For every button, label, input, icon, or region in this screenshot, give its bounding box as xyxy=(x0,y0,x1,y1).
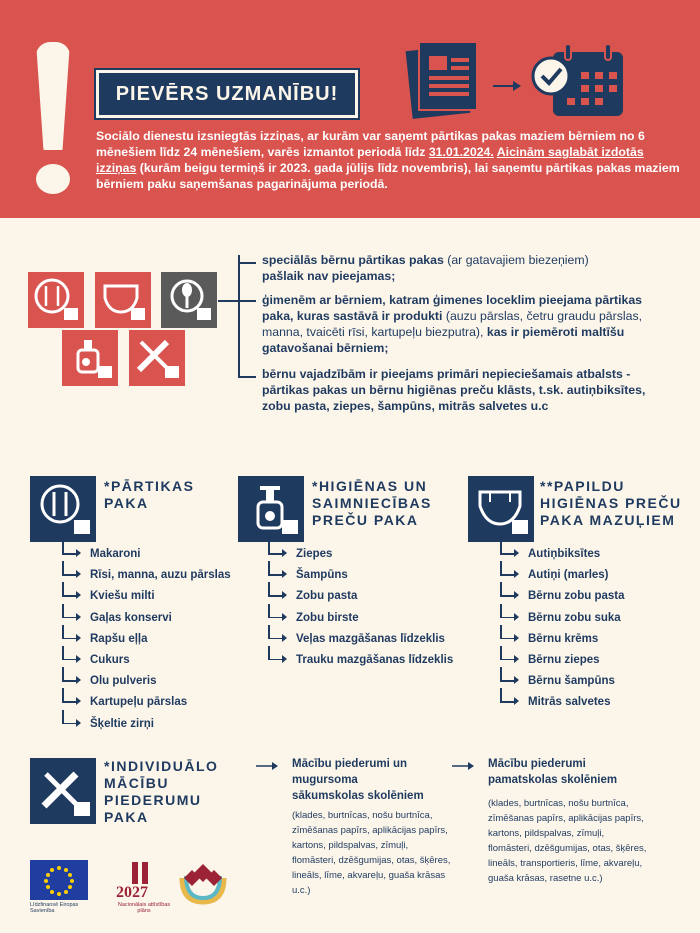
list-item: Šampūns xyxy=(256,567,476,588)
baby-package-title: **PAPILDU HIGIĒNAS PREČU PAKA MAZUĻIEM xyxy=(540,478,682,528)
food-package-title: *PĀRTIKAS PAKA xyxy=(104,478,195,511)
list-item: Bērnu zobu suka xyxy=(488,610,688,631)
food-package-icon xyxy=(30,476,96,542)
list-item: Autiņbiksītes xyxy=(488,546,688,567)
info-bullet-3: bērnu vajadzībām ir pieejams primāri nepieciešamais atbalsts - pārtikas pakas un bērnu higiēnas preču klāsts, t.sk. autiņbiksītes, zobu pasta, ziepes, šampūns, mitrās salvetes u.c xyxy=(262,367,646,413)
arrow-right-icon xyxy=(256,760,280,772)
connector-line xyxy=(238,376,256,378)
connector-line xyxy=(238,300,256,302)
partner-logo xyxy=(178,858,228,906)
list-item: Trauku mazgāšanas līdzeklis xyxy=(256,652,476,673)
list-item: Bērnu zobu pasta xyxy=(488,588,688,609)
soap-icon xyxy=(62,330,118,386)
primary-school-heading: Mācību piederumi un mugursoma sākumskolas skolēniem xyxy=(292,758,424,802)
pencil-tile xyxy=(129,330,185,386)
list-item: Gaļas konservi xyxy=(50,610,250,631)
plan-logo-bar xyxy=(132,862,138,884)
basic-school-items: (klades, burtnīcas, nošu burtnīca, zīmēšanas papīrs, aplikācijas papīrs, kartons, pildspalvas, zīmuļi, flomāsteri, dzēšgumijas, otas, šķēres, lineāls, transportieris, līme, akvareļu, guaša krāsas, rasetne u.c.) xyxy=(488,798,647,884)
list-item: Rapšu eļļa xyxy=(50,631,250,652)
list-item: Kviešu milti xyxy=(50,588,250,609)
spoon-icon xyxy=(161,272,217,328)
hygiene-list xyxy=(256,546,476,673)
hygiene-package-title: *HIGIĒNAS UN SAIMNIECĪBAS PREČU PAKA xyxy=(312,478,432,528)
pencil-ruler-icon xyxy=(129,330,185,386)
arrow-right-icon xyxy=(452,760,476,772)
eu-flag-logo xyxy=(30,860,88,900)
soap-tile xyxy=(62,330,118,386)
connector-line xyxy=(238,255,240,377)
diaper-tile xyxy=(95,272,151,328)
document-icon xyxy=(406,42,477,119)
list-item: Kartupeļu pārslas xyxy=(50,694,250,715)
list-item: Zobu birste xyxy=(256,610,476,631)
list-item: Zobu pasta xyxy=(256,588,476,609)
basic-school-heading: Mācību piederumi pamatskolas skolēniem xyxy=(488,758,618,786)
intro-text: Sociālo dienestu izsniegtās izziņas, ar kurām var saņemt pārtikas pakas maziem bērniem no 6 mēnešiem līdz 24 mēnešiem, varēs izmantot periodā līdz 31.01.2024. Aicinām saglabāt izdotās izziņas (kurām beigu termiņš ir 2023. gada jūlijs līdz novembris), lai saņemtu pārtikas pakas maziem bērniem paku saņemšanas pagarinājuma periodā. xyxy=(96,129,680,191)
school-package-title: *INDIVIDUĀLO MĀCĪBU PIEDERUMU PAKA xyxy=(104,758,219,825)
plan-caption: Nacionālais attīstības plāns xyxy=(117,902,171,914)
list-item: Autiņi (marles) xyxy=(488,567,688,588)
plan-logo-bar xyxy=(142,862,148,884)
list-item: Cukurs xyxy=(50,652,250,673)
connector-line xyxy=(218,300,238,302)
food-list xyxy=(50,546,250,737)
diaper-icon xyxy=(95,272,151,328)
info-bullet-2: ģimenēm ar bērniem, katram ģimenes loceklim pieejama pārtikas paka, kuras sastāvā ir produkti (auzu pārslas, četru graudu pārslas, manna, tvaicēti rīsi, kartupeļu biezputra), kas ir piemēroti maltīšu gatavošanai bērniem; xyxy=(262,293,643,355)
list-item: Mitrās salvetes xyxy=(488,694,688,715)
list-item: Ziepes xyxy=(256,546,476,567)
banner-title: PIEVĒRS UZMANĪBU! xyxy=(96,70,358,118)
food-icon xyxy=(28,272,84,328)
list-item: Rīsi, manna, auzu pārslas xyxy=(50,567,250,588)
info-bullet-1: speciālās bērnu pārtikas pakas (ar gatavajiem biezeņiem) pašlaik nav pieejamas; xyxy=(262,253,589,283)
list-item: Makaroni xyxy=(50,546,250,567)
food-tile xyxy=(28,272,84,328)
list-item: Bērnu šampūns xyxy=(488,673,688,694)
primary-school-items: (klades, burtnīcas, nošu burtnīca, zīmēšanas papīrs, aplikācijas papīrs, kartons, pildspalvas, zīmuļi, flomāsteri, dzēšgumijas, otas, šķēres, lineāls, līme, akvareļu, guaša krāsas u.c.) xyxy=(292,810,451,896)
eu-caption: Līdzfinansē Eiropas Savienība xyxy=(30,902,79,914)
list-item: Bērnu ziepes xyxy=(488,652,688,673)
baby-package-icon xyxy=(468,476,534,542)
calendar-icon xyxy=(533,44,623,116)
connector-line xyxy=(238,262,256,264)
list-item: Olu pulveris xyxy=(50,673,250,694)
list-item: Šķeltie zirņi xyxy=(50,716,250,737)
spoon-tile xyxy=(161,272,217,328)
arrow-right-icon xyxy=(493,81,521,91)
exclamation-dot-icon xyxy=(36,164,70,194)
plan-number: 2027 xyxy=(116,884,148,901)
document-to-calendar-icon xyxy=(405,38,685,128)
baby-list xyxy=(488,546,688,716)
school-package-icon xyxy=(30,758,96,824)
list-item: Bērnu krēms xyxy=(488,631,688,652)
list-item: Veļas mazgāšanas līdzeklis xyxy=(256,631,476,652)
hygiene-package-icon xyxy=(238,476,304,542)
